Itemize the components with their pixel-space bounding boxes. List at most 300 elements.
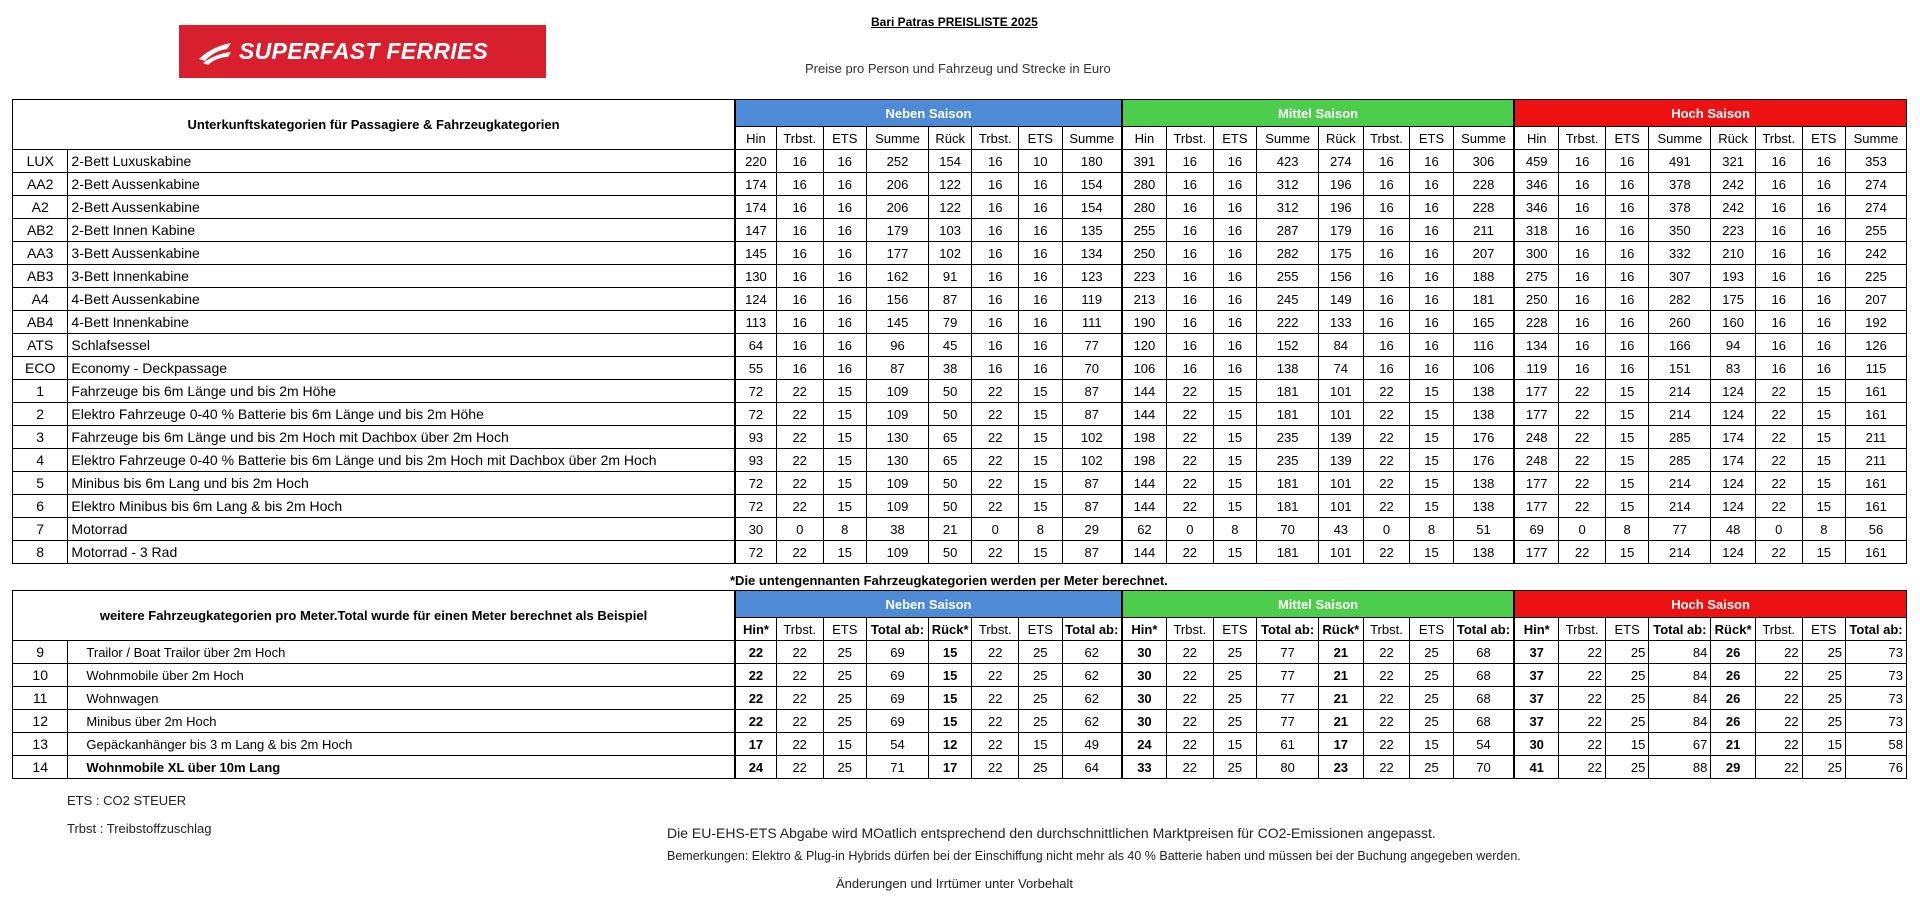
- table-row: [13, 265, 1907, 288]
- column-header: Summe: [1846, 127, 1907, 150]
- price-cell: 22: [1166, 687, 1213, 710]
- price-cell: 145: [735, 242, 776, 265]
- price-cell: 54: [1453, 733, 1514, 756]
- price-cell: 67: [1649, 733, 1711, 756]
- column-header: Total ab:: [1846, 618, 1907, 641]
- price-cell: 25: [1019, 664, 1062, 687]
- category-name: 4-Bett Aussenkabine: [68, 288, 735, 311]
- price-cell: 22: [1559, 449, 1606, 472]
- price-cell: 25: [1802, 756, 1845, 779]
- price-cell: 22: [1755, 710, 1802, 733]
- price-cell: 16: [972, 265, 1019, 288]
- price-cell: 50: [928, 472, 971, 495]
- price-cell: 23: [1319, 756, 1364, 779]
- price-cell: 93: [735, 449, 776, 472]
- column-header: Hin*: [1122, 618, 1167, 641]
- price-cell: 22: [1559, 403, 1606, 426]
- table-row: [13, 311, 1907, 334]
- price-cell: 214: [1649, 495, 1711, 518]
- column-header: ETS: [1605, 618, 1648, 641]
- price-cell: 15: [1802, 733, 1845, 756]
- price-cell: 22: [735, 641, 776, 664]
- eu-ets-note: Die EU-EHS-ETS Abgabe wird MOatlich entsprechend den durchschnittlichen Marktpreisen für CO2-Emissionen angepasst.: [667, 825, 1436, 841]
- price-cell: 378: [1649, 196, 1711, 219]
- price-cell: 16: [972, 357, 1019, 380]
- price-cell: 15: [1605, 472, 1648, 495]
- price-cell: 0: [1363, 518, 1410, 541]
- price-cell: 87: [1062, 472, 1122, 495]
- price-cell: 16: [1605, 334, 1648, 357]
- column-header: ETS: [1410, 127, 1453, 150]
- price-cell: 15: [823, 449, 866, 472]
- price-cell: 214: [1649, 380, 1711, 403]
- price-cell: 79: [928, 311, 971, 334]
- price-cell: 65: [928, 449, 971, 472]
- price-cell: 15: [1019, 733, 1062, 756]
- price-cell: 423: [1257, 150, 1319, 173]
- price-cell: 138: [1257, 357, 1319, 380]
- price-cell: 22: [776, 449, 823, 472]
- category-name: Elektro Minibus bis 6m Lang & bis 2m Hoch: [68, 495, 735, 518]
- season-mittel-header: Mittel Saison: [1122, 591, 1514, 618]
- price-cell: 22: [1559, 733, 1606, 756]
- price-cell: 16: [1166, 219, 1213, 242]
- price-cell: 16: [1605, 288, 1648, 311]
- price-cell: 22: [1559, 541, 1606, 564]
- price-cell: 24: [1122, 733, 1167, 756]
- price-cell: 77: [1649, 518, 1711, 541]
- price-cell: 22: [1363, 403, 1410, 426]
- price-cell: 16: [1559, 357, 1606, 380]
- price-cell: 15: [1410, 403, 1453, 426]
- table-caption: weitere Fahrzeugkategorien pro Meter.Total wurde für einen Meter berechnet als Beispiel: [13, 591, 736, 641]
- price-cell: 16: [1166, 311, 1213, 334]
- price-cell: 166: [1649, 334, 1711, 357]
- price-cell: 16: [1019, 357, 1062, 380]
- price-cell: 16: [972, 150, 1019, 173]
- price-cell: 206: [867, 196, 929, 219]
- ferry-wave-icon: [197, 37, 233, 67]
- price-cell: 24: [735, 756, 776, 779]
- price-cell: 64: [1062, 756, 1122, 779]
- price-cell: 16: [1559, 334, 1606, 357]
- price-cell: 15: [1213, 495, 1256, 518]
- price-cell: 22: [776, 380, 823, 403]
- price-cell: 16: [1213, 265, 1256, 288]
- price-cell: 26: [1711, 664, 1756, 687]
- price-cell: 255: [1846, 219, 1907, 242]
- price-cell: 16: [1363, 219, 1410, 242]
- column-header: Hin*: [735, 618, 776, 641]
- category-code: AB4: [13, 311, 68, 334]
- price-cell: 77: [1062, 334, 1122, 357]
- per-meter-note: *Die untengennanten Fahrzeugkategorien werden per Meter berechnet.: [730, 573, 1168, 588]
- price-cell: 16: [1802, 173, 1845, 196]
- price-cell: 25: [1410, 687, 1453, 710]
- price-cell: 16: [823, 357, 866, 380]
- price-cell: 134: [1514, 334, 1559, 357]
- price-cell: 16: [776, 196, 823, 219]
- price-cell: 15: [1802, 495, 1845, 518]
- category-code: 6: [13, 495, 68, 518]
- category-code: 4: [13, 449, 68, 472]
- price-cell: 22: [776, 733, 823, 756]
- price-cell: 16: [1755, 173, 1802, 196]
- price-cell: 8: [1410, 518, 1453, 541]
- price-cell: 43: [1319, 518, 1364, 541]
- price-cell: 16: [823, 242, 866, 265]
- category-code: 8: [13, 541, 68, 564]
- price-cell: 332: [1649, 242, 1711, 265]
- price-cell: 260: [1649, 311, 1711, 334]
- column-header: ETS: [1410, 618, 1453, 641]
- price-cell: 22: [1166, 403, 1213, 426]
- price-cell: 16: [1410, 150, 1453, 173]
- price-cell: 62: [1122, 518, 1167, 541]
- price-cell: 96: [867, 334, 929, 357]
- price-cell: 15: [1605, 495, 1648, 518]
- table-row: [13, 219, 1907, 242]
- price-cell: 154: [1062, 173, 1122, 196]
- price-cell: 378: [1649, 173, 1711, 196]
- price-cell: 16: [1019, 242, 1062, 265]
- price-cell: 154: [1062, 196, 1122, 219]
- price-cell: 15: [1213, 541, 1256, 564]
- price-cell: 130: [867, 426, 929, 449]
- price-cell: 16: [776, 334, 823, 357]
- price-cell: 106: [1453, 357, 1514, 380]
- price-cell: 16: [1363, 288, 1410, 311]
- price-cell: 206: [867, 173, 929, 196]
- price-cell: 188: [1453, 265, 1514, 288]
- price-cell: 109: [867, 472, 929, 495]
- price-cell: 16: [1802, 265, 1845, 288]
- category-code: 14: [13, 756, 68, 779]
- price-cell: 22: [1755, 472, 1802, 495]
- price-cell: 119: [1514, 357, 1559, 380]
- category-code: 12: [13, 710, 68, 733]
- price-cell: 16: [823, 150, 866, 173]
- price-cell: 312: [1257, 196, 1319, 219]
- category-code: AB3: [13, 265, 68, 288]
- price-cell: 242: [1711, 173, 1756, 196]
- price-cell: 72: [735, 472, 776, 495]
- price-cell: 25: [823, 710, 866, 733]
- price-cell: 22: [1559, 426, 1606, 449]
- price-cell: 144: [1122, 472, 1167, 495]
- table-row: [13, 641, 1907, 664]
- category-code: 2: [13, 403, 68, 426]
- price-cell: 22: [972, 641, 1019, 664]
- price-cell: 22: [1166, 495, 1213, 518]
- price-cell: 16: [1019, 288, 1062, 311]
- price-cell: 15: [1410, 472, 1453, 495]
- price-cell: 174: [1711, 449, 1756, 472]
- superfast-ferries-logo: [179, 25, 546, 78]
- price-cell: 16: [1019, 196, 1062, 219]
- price-cell: 68: [1453, 664, 1514, 687]
- price-cell: 321: [1711, 150, 1756, 173]
- price-cell: 22: [1363, 472, 1410, 495]
- price-cell: 16: [823, 288, 866, 311]
- document-title: Bari Patras PREISLISTE 2025: [871, 15, 1038, 29]
- category-name: 2-Bett Luxuskabine: [68, 150, 735, 173]
- price-cell: 22: [972, 664, 1019, 687]
- price-cell: 16: [972, 196, 1019, 219]
- price-cell: 62: [1062, 664, 1122, 687]
- price-cell: 181: [1257, 380, 1319, 403]
- price-cell: 37: [1514, 687, 1559, 710]
- price-cell: 16: [1213, 173, 1256, 196]
- price-cell: 307: [1649, 265, 1711, 288]
- category-code: AA3: [13, 242, 68, 265]
- price-cell: 15: [1019, 541, 1062, 564]
- price-cell: 22: [1166, 541, 1213, 564]
- price-cell: 179: [867, 219, 929, 242]
- price-cell: 16: [1213, 288, 1256, 311]
- price-cell: 8: [1605, 518, 1648, 541]
- price-cell: 282: [1257, 242, 1319, 265]
- price-cell: 198: [1122, 426, 1167, 449]
- price-cell: 144: [1122, 541, 1167, 564]
- price-cell: 16: [1363, 265, 1410, 288]
- price-cell: 16: [1802, 150, 1845, 173]
- category-name: Fahrzeuge bis 6m Länge und bis 2m Höhe: [68, 380, 735, 403]
- price-cell: 15: [928, 687, 971, 710]
- category-code: A4: [13, 288, 68, 311]
- remarks-note: Bemerkungen: Elektro & Plug-in Hybrids dürfen bei der Einschiffung nicht mehr als 40 % Batterie haben und müssen bei der Buchung angegeben werden.: [667, 849, 1521, 863]
- price-cell: 152: [1257, 334, 1319, 357]
- price-cell: 16: [1213, 311, 1256, 334]
- price-cell: 177: [1514, 472, 1559, 495]
- price-cell: 22: [1363, 756, 1410, 779]
- price-cell: 16: [1802, 311, 1845, 334]
- price-cell: 175: [1319, 242, 1364, 265]
- price-cell: 123: [1062, 265, 1122, 288]
- price-cell: 177: [1514, 541, 1559, 564]
- price-cell: 16: [1166, 150, 1213, 173]
- column-header: ETS: [1213, 127, 1256, 150]
- price-cell: 48: [1711, 518, 1756, 541]
- price-cell: 181: [1453, 288, 1514, 311]
- price-cell: 16: [1605, 242, 1648, 265]
- price-cell: 15: [1410, 495, 1453, 518]
- price-cell: 16: [1410, 311, 1453, 334]
- price-cell: 16: [1605, 173, 1648, 196]
- price-cell: 51: [1453, 518, 1514, 541]
- price-cell: 33: [1122, 756, 1167, 779]
- price-cell: 22: [972, 380, 1019, 403]
- price-cell: 50: [928, 495, 971, 518]
- price-cell: 198: [1122, 449, 1167, 472]
- price-cell: 25: [823, 756, 866, 779]
- column-header: Trbst.: [1363, 127, 1410, 150]
- price-cell: 69: [867, 710, 929, 733]
- price-cell: 245: [1257, 288, 1319, 311]
- price-cell: 25: [1019, 756, 1062, 779]
- price-cell: 211: [1453, 219, 1514, 242]
- price-cell: 17: [928, 756, 971, 779]
- table-caption: Unterkunftskategorien für Passagiere & Fahrzeugkategorien: [13, 100, 736, 150]
- price-cell: 25: [1605, 710, 1648, 733]
- price-cell: 16: [1755, 288, 1802, 311]
- price-cell: 109: [867, 380, 929, 403]
- price-cell: 491: [1649, 150, 1711, 173]
- category-name: Elektro Fahrzeuge 0-40 % Batterie bis 6m Länge und bis 2m Höhe: [68, 403, 735, 426]
- price-cell: 21: [1319, 710, 1364, 733]
- price-cell: 22: [972, 541, 1019, 564]
- price-cell: 15: [1213, 472, 1256, 495]
- category-name: Elektro Fahrzeuge 0-40 % Batterie bis 6m Länge und bis 2m Hoch mit Dachbox über 2m Hoch: [68, 449, 735, 472]
- price-cell: 101: [1319, 380, 1364, 403]
- price-cell: 16: [1166, 242, 1213, 265]
- column-header: Rück*: [928, 618, 971, 641]
- price-cell: 17: [735, 733, 776, 756]
- price-cell: 242: [1711, 196, 1756, 219]
- column-header: Hin: [1122, 127, 1167, 150]
- column-header: ETS: [1802, 127, 1845, 150]
- price-cell: 101: [1319, 541, 1364, 564]
- price-cell: 22: [1363, 733, 1410, 756]
- price-cell: 30: [735, 518, 776, 541]
- price-cell: 16: [1410, 265, 1453, 288]
- price-cell: 22: [972, 687, 1019, 710]
- price-cell: 25: [1410, 710, 1453, 733]
- column-header: Rück: [1711, 127, 1756, 150]
- category-code: LUX: [13, 150, 68, 173]
- price-cell: 22: [1559, 664, 1606, 687]
- table-row: [13, 150, 1907, 173]
- season-header-row: [13, 591, 1907, 618]
- price-cell: 101: [1319, 472, 1364, 495]
- price-cell: 16: [776, 150, 823, 173]
- price-cell: 250: [1514, 288, 1559, 311]
- document-subtitle: Preise pro Person und Fahrzeug und Strecke in Euro: [805, 61, 1111, 76]
- price-cell: 312: [1257, 173, 1319, 196]
- price-cell: 138: [1453, 495, 1514, 518]
- price-cell: 25: [1802, 710, 1845, 733]
- category-name: Wohnmobile über 2m Hoch: [68, 664, 735, 687]
- price-cell: 144: [1122, 380, 1167, 403]
- column-header: ETS: [823, 618, 866, 641]
- price-cell: 177: [1514, 403, 1559, 426]
- price-cell: 179: [1319, 219, 1364, 242]
- price-cell: 106: [1122, 357, 1167, 380]
- price-cell: 16: [776, 311, 823, 334]
- price-cell: 22: [972, 449, 1019, 472]
- price-cell: 133: [1319, 311, 1364, 334]
- price-cell: 38: [928, 357, 971, 380]
- price-cell: 68: [1453, 641, 1514, 664]
- price-cell: 285: [1649, 449, 1711, 472]
- price-cell: 22: [1559, 756, 1606, 779]
- price-cell: 15: [823, 472, 866, 495]
- price-cell: 102: [928, 242, 971, 265]
- price-cell: 16: [1363, 242, 1410, 265]
- price-cell: 16: [1166, 334, 1213, 357]
- price-cell: 109: [867, 403, 929, 426]
- price-cell: 177: [1514, 495, 1559, 518]
- table-row: [13, 242, 1907, 265]
- price-cell: 16: [1213, 334, 1256, 357]
- category-name: Motorrad - 3 Rad: [68, 541, 735, 564]
- column-header: Trbst.: [1166, 127, 1213, 150]
- price-cell: 91: [928, 265, 971, 288]
- price-cell: 16: [1363, 196, 1410, 219]
- price-cell: 76: [1846, 756, 1907, 779]
- price-cell: 280: [1122, 173, 1167, 196]
- price-cell: 214: [1649, 472, 1711, 495]
- price-cell: 15: [1213, 733, 1256, 756]
- price-cell: 235: [1257, 449, 1319, 472]
- price-cell: 25: [1802, 641, 1845, 664]
- price-cell: 181: [1257, 541, 1319, 564]
- price-cell: 22: [972, 472, 1019, 495]
- price-cell: 130: [867, 449, 929, 472]
- price-cell: 37: [1514, 641, 1559, 664]
- price-cell: 22: [1166, 449, 1213, 472]
- price-cell: 139: [1319, 449, 1364, 472]
- price-cell: 22: [1363, 449, 1410, 472]
- price-cell: 15: [1019, 472, 1062, 495]
- price-cell: 161: [1846, 541, 1907, 564]
- price-cell: 161: [1846, 403, 1907, 426]
- price-cell: 16: [1363, 150, 1410, 173]
- price-cell: 22: [1363, 664, 1410, 687]
- price-cell: 62: [1062, 641, 1122, 664]
- trbst-legend: Trbst : Treibstoffzuschlag: [67, 821, 212, 836]
- price-cell: 126: [1846, 334, 1907, 357]
- price-cell: 25: [1802, 664, 1845, 687]
- price-cell: 181: [1257, 403, 1319, 426]
- category-name: 3-Bett Aussenkabine: [68, 242, 735, 265]
- price-cell: 16: [1213, 196, 1256, 219]
- price-cell: 22: [1363, 380, 1410, 403]
- table-row: [13, 710, 1907, 733]
- price-cell: 0: [1755, 518, 1802, 541]
- price-cell: 8: [1019, 518, 1062, 541]
- price-cell: 94: [1711, 334, 1756, 357]
- price-cell: 29: [1711, 756, 1756, 779]
- column-header: Summe: [1062, 127, 1122, 150]
- price-cell: 25: [1605, 687, 1648, 710]
- price-cell: 174: [1711, 426, 1756, 449]
- price-cell: 70: [1257, 518, 1319, 541]
- price-cell: 16: [1410, 219, 1453, 242]
- price-cell: 176: [1453, 426, 1514, 449]
- price-cell: 16: [1213, 242, 1256, 265]
- price-cell: 15: [1802, 472, 1845, 495]
- price-cell: 22: [776, 541, 823, 564]
- price-cell: 22: [1755, 687, 1802, 710]
- column-header: ETS: [823, 127, 866, 150]
- price-cell: 16: [1802, 242, 1845, 265]
- price-cell: 77: [1257, 664, 1319, 687]
- price-cell: 119: [1062, 288, 1122, 311]
- price-cell: 124: [1711, 472, 1756, 495]
- category-name: Minibus bis 6m Lang und bis 2m Hoch: [68, 472, 735, 495]
- price-cell: 25: [1213, 710, 1256, 733]
- price-cell: 16: [1166, 265, 1213, 288]
- price-cell: 37: [1514, 664, 1559, 687]
- price-cell: 22: [1166, 710, 1213, 733]
- price-cell: 130: [735, 265, 776, 288]
- price-cell: 21: [1319, 687, 1364, 710]
- price-cell: 16: [972, 288, 1019, 311]
- price-cell: 41: [1514, 756, 1559, 779]
- table-row: [13, 518, 1907, 541]
- price-cell: 30: [1122, 687, 1167, 710]
